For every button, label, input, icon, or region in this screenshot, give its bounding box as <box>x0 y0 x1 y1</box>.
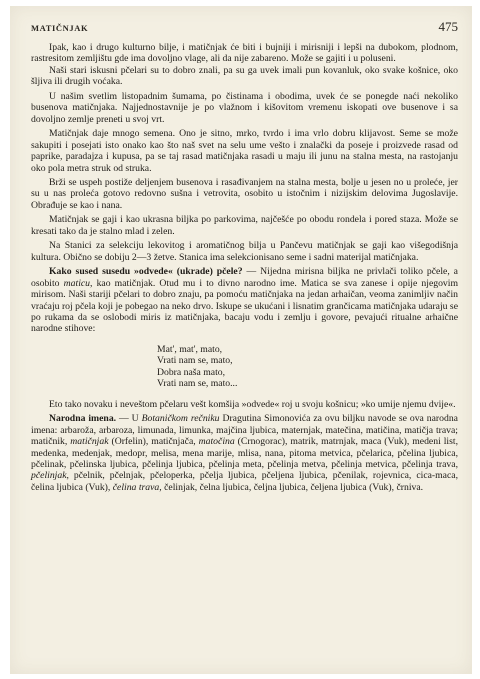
paragraph-folk-names <box>31 413 458 493</box>
folk-names-text-a: — U <box>116 413 142 425</box>
folk-names-text-b: Dragutina Simonovića za ovu biljku navode se ova narodna imena: arbaroža, arbaroza, limunada, limunka, majčina ljubica, maternjak, matečina, matičina, matičja trava; matičnik, <box>31 413 458 448</box>
paragraph-seeds: Matičnjak daje mnogo semena. Ono je sitno, mrko, tvrdo i ima vrlo dobru klijavost. Seme se može sakupiti i posejati isto onako kao što naš svet na selu ume vešto i znalački da poseje i proizvede rasad od paprike, paradajza i kupusa, pa se taj rasad matičnjaka rasadi u maju ili junu na stalna mesta, na rastojanju oko pola metra struk od struka. <box>31 128 458 174</box>
verse-line: Mat', mat', mato, <box>157 343 223 355</box>
paragraph-ornamental: Matičnjak se gaji i kao ukrasna biljka po parkovima, najčešće po obodu rondela i pored staza. Može se kresati tako da je stalno mlad i zelen. <box>31 214 458 237</box>
page-header <box>31 19 458 35</box>
book-page <box>10 6 472 674</box>
paragraph-cultivation-soil: Ipak, kao i drugo kulturno bilje, i matičnjak će biti i bujniji i mirisniji i lepši na dubokom, plodnom, rastresitom zemljištu gde ima dovoljno vlage, ali da nije zabareno. Može se gajiti i u polusenі. <box>31 42 458 65</box>
page-body <box>31 42 458 493</box>
folk-names-text-d: (Crnogorac), matrik, matrnjak, maca (Vuk), medeni list, medenka, medenjak, medopr, melisa, mena marije, mlisa, nana, pitoma metvica, pčelarica, pčelina ljubica, pčelinak, pčelinska ljubica, pčelinja ljubica, pčelinja meta, pčelinja metva, pčelinja metvica, pčelinja trava, <box>31 436 458 470</box>
paragraph-forests: U našim svetlim listopadnim šumama, po čistinama i obodima, uvek će se ponegde naći nekoliko busenova matičnjaka. Najjednostavnije je po vlažnom i kišovitom vremenu iskopati ove busenove i sa dovoljno zemlje preneti u svoj vrt. <box>31 90 458 125</box>
folk-names-text-e: , pčelnik, pčelnjak, pčeloperka, pčelja ljubica, pčeljena ljubica, pčenilak, rojevnica, cica-maca, čelina ljubica (Vuk), <box>31 470 458 493</box>
swarm-text-b: , kao matičnjak. Otud mu i to divno narodno ime. Matica se sva zanese i opije njegovim mirisom. Naši stariji pčelari to dobro znaju, pa pomoću matičnjaka na jedan arhaičan, veoma zanimljiv način vraćaju roj pčela koji je pobegao na neko drvo. Iskupe se ukućani i lisnatim grančicama matičnjaka udaraju se po rukama da se oslobodi miris iz matičnjaka, bacaju vodu i zemlju i govore, pevajući ritualne arhaične narodne stihove: <box>31 277 458 335</box>
section-heading-folk-names: Narodna imena. <box>49 413 117 425</box>
folk-name-emphasis: matičnjak <box>70 436 109 448</box>
verse-line: Dobra naša mato, <box>157 366 226 378</box>
running-head: MATIČNJAK <box>31 23 89 33</box>
paragraph-swarm-lure <box>31 266 458 335</box>
folk-name-emphasis: matočina <box>198 436 235 448</box>
swarm-text-a: — Nijedna mirisna biljka ne privlači toliko pčele, a osobito <box>31 266 458 289</box>
folk-name-emphasis: pčelinjak <box>31 470 67 482</box>
section-heading-swarm: Kako sused susedu »odvede« (ukrade) pčele? <box>49 266 243 278</box>
paragraph-division: Brži se uspeh postiže deljenjem busenova i rasađivanjem na stalna mesta, bolje u jesen no u proleće, jer su u nas proleća gotovo redovno sušna i vetrovita, osobito u istočnim i nizijskim delovima Jugoslavije. Obrađuje se kao i nana. <box>31 176 458 211</box>
book-title-reference: Botaničkom rečniku <box>141 413 220 425</box>
paragraph-old-beekeepers: Naši stari iskusni pčelari su to dobro znali, pa su ga uvek imali pun kovanluk, oko svake košnice, oko šljiva ili drugih voćaka. <box>31 64 458 88</box>
paragraph-neighbor: Eto tako novaku i nevеštom pčelaru vešt komšija »odvede« roj u svoju košnicu; »ko umije njemu dvije«. <box>49 398 456 410</box>
folk-names-text-f: , čelinjak, čelna ljubica, čeljna ljubica, čeljena ljubica (Vuk), črniva. <box>159 481 424 493</box>
swarm-text-emphasis: maticu <box>63 277 91 289</box>
ritual-verse <box>157 344 458 390</box>
folk-name-emphasis: čelina trava <box>112 481 160 493</box>
paragraph-pancevo-station: Na Stanici za selekciju lekovitog i aromatičnog bilja u Pančevu matičnjak se gaji kao višegodišnja kultura. Obično se dobiju 2—3 žetve. Stanica ima selekcionisano seme i sadni materijal matičnjaka. <box>31 240 458 263</box>
verse-line: Vrati nam se, mato, <box>157 355 233 367</box>
folk-names-text-c: (Orfelin), matičnjača, <box>108 436 199 448</box>
page-number: 475 <box>438 19 458 34</box>
verse-line: Vrati nam se, mato... <box>157 378 238 390</box>
